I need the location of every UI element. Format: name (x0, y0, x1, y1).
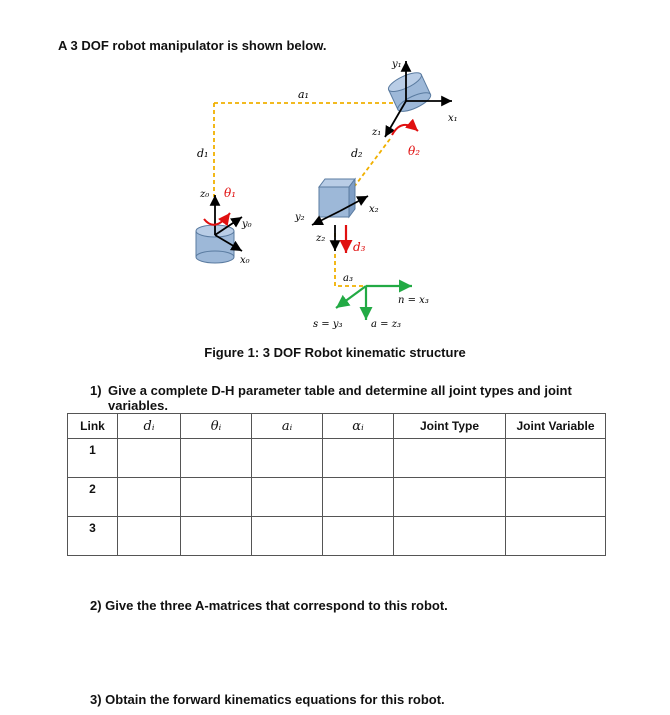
joint2-cylinder (386, 69, 433, 115)
link-number: 3 (68, 517, 118, 556)
header-d (118, 414, 181, 439)
label-y1: y₁ (392, 59, 402, 70)
cell-theta[interactable] (181, 517, 252, 556)
cell-joint-variable[interactable] (506, 478, 606, 517)
label-d2: d₂ (351, 147, 363, 160)
theta1-rotation-arrow (204, 213, 230, 225)
cell-d[interactable] (118, 517, 181, 556)
cell-alpha[interactable] (323, 478, 394, 517)
header-link: Link (68, 414, 118, 439)
dh-parameter-table (67, 413, 606, 556)
label-a3: a₃ (343, 273, 353, 284)
header-theta (181, 414, 252, 439)
cell-theta[interactable] (181, 439, 252, 478)
question-2: 2) Give the three A-matrices that correspond to this robot. (90, 598, 448, 613)
header-joint-type: Joint Type (394, 414, 506, 439)
cell-alpha[interactable] (323, 439, 394, 478)
label-a1: a₁ (298, 88, 309, 101)
table-row (68, 478, 606, 517)
table-row (68, 517, 606, 556)
cell-joint-type[interactable] (394, 478, 506, 517)
label-n-eq: n = x₃ (398, 295, 429, 306)
cell-joint-type[interactable] (394, 439, 506, 478)
cell-d[interactable] (118, 478, 181, 517)
cell-a[interactable] (252, 478, 323, 517)
label-a-eq: a = z₃ (371, 319, 401, 330)
s-axis (336, 286, 366, 308)
table-row (68, 439, 606, 478)
table-header-row (68, 414, 606, 439)
label-theta2: θ₂ (408, 144, 421, 158)
cell-alpha[interactable] (323, 517, 394, 556)
cell-d[interactable] (118, 439, 181, 478)
label-y2: y₂ (295, 212, 305, 223)
label-d1: d₁ (197, 147, 209, 160)
intro-text: A 3 DOF robot manipulator is shown below. (58, 38, 327, 53)
header-a (252, 414, 323, 439)
header-theta-symbol: θᵢ (210, 418, 222, 434)
theta2-rotation-arrow (392, 125, 418, 135)
header-joint-variable: Joint Variable (506, 414, 606, 439)
question-3: 3) Obtain the forward kinematics equations for this robot. (90, 692, 445, 707)
header-alpha (323, 414, 394, 439)
label-x2: x₂ (369, 204, 379, 215)
question-1 (90, 383, 610, 413)
question-1-number: 1) (90, 383, 102, 398)
link-number: 1 (68, 439, 118, 478)
prismatic-cube (319, 179, 355, 217)
cell-joint-variable[interactable] (506, 517, 606, 556)
label-s-eq: s = y₃ (313, 319, 343, 330)
label-z0: z₀ (200, 189, 210, 200)
label-theta1: θ₁ (224, 186, 237, 200)
cell-theta[interactable] (181, 478, 252, 517)
header-d-symbol: dᵢ (143, 418, 155, 434)
link-number: 2 (68, 478, 118, 517)
label-z1: z₁ (372, 127, 382, 138)
header-a-symbol: aᵢ (281, 418, 293, 434)
cell-joint-type[interactable] (394, 517, 506, 556)
header-alpha-symbol: αᵢ (352, 418, 364, 434)
label-z2: z₂ (316, 233, 326, 244)
cell-a[interactable] (252, 517, 323, 556)
label-y0: y₀ (242, 219, 252, 230)
figure-caption: Figure 1: 3 DOF Robot kinematic structure (204, 345, 466, 360)
label-x1: x₁ (448, 113, 458, 124)
question-1-text: Give a complete D-H parameter table and determine all joint types and joint variables. (108, 383, 572, 413)
cell-joint-variable[interactable] (506, 439, 606, 478)
z1-axis (385, 101, 406, 137)
label-x0: x₀ (240, 255, 250, 266)
label-d3: d₃ (353, 240, 366, 254)
cell-a[interactable] (252, 439, 323, 478)
robot-kinematic-figure (180, 55, 470, 345)
